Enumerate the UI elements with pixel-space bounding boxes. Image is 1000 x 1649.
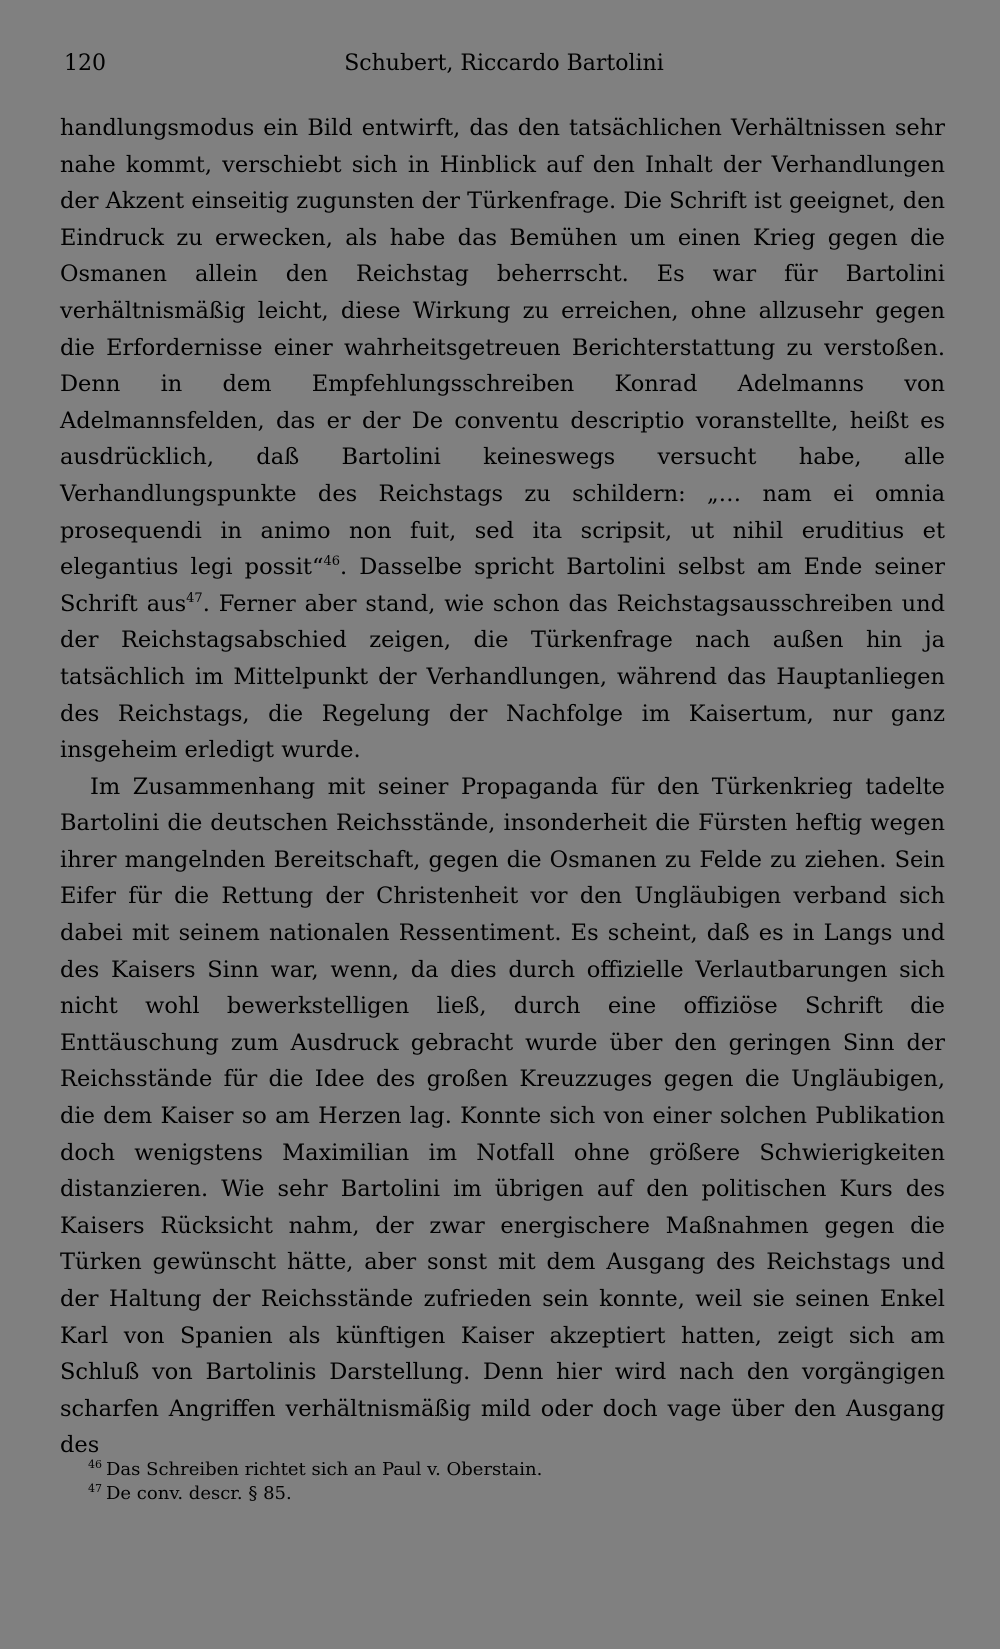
paragraph-1-text-b: . Dasselbe spricht Bartolini selbst am Ende seiner Schrift aus <box>60 554 945 617</box>
footnote-47 <box>88 1482 938 1506</box>
running-title: Schubert, Riccardo Bartolini <box>344 51 664 76</box>
page-header <box>64 44 944 84</box>
footnote-ref-47: 47 <box>186 590 203 606</box>
paragraph-2: Im Zusammenhang mit seiner Propaganda für den Türkenkrieg tadelte Bartolini die deutschen Reichsstände, insonderheit die Fürsten heftig wegen ihrer mangelnden Bereitschaft, gegen die Osmanen zu Felde zu ziehen. Sein Eifer für die Rettung der Christenheit vor den Ungläubigen verband sich dabei mit seinem nationalen Ressentiment. Es scheint, daß es in Langs und des Kaisers Sinn war, wenn, da dies durch offizielle Verlautbarungen sich nicht wohl bewerkstelligen ließ, durch eine offiziöse Schrift die Enttäuschung zum Ausdruck gebracht wurde über den geringen Sinn der Reichsstände für die Idee des großen Kreuzzuges gegen die Ungläubigen, die dem Kaiser so am Herzen lag. Konnte sich von einer solchen Publikation doch wenigstens Maximilian im Notfall ohne größere Schwierigkeiten distanzieren. Wie sehr Bartolini im übrigen auf den politischen Kurs des Kaisers Rücksicht nahm, der zwar energischere Maßnahmen gegen die Türken gewünscht hätte, aber sonst mit dem Ausgang des Reichstags und der Haltung der Reichsstände zufrieden sein konnte, weil sie seinen Enkel Karl von Spanien als künftigen Kaiser akzeptiert hatten, zeigt sich am Schluß von Bartolinis Darstellung. Denn hier wird nach den vorgängigen scharfen Angriffen verhältnismäßig mild oder doch vage über den Ausgang des <box>60 773 945 1459</box>
page-number: 120 <box>64 51 106 76</box>
footnote-ref-46: 46 <box>323 554 341 570</box>
paragraph-1-text-a: handlungsmodus ein Bild entwirft, das den tatsächlichen Verhältnissen sehr nahe kommt, verschiebt sich in Hinblick auf den Inhalt der Verhandlungen der Akzent einseitig zugunsten der Türkenfrage. Die Schrift ist geeignet, den Eindruck zu erwecken, als habe das Bemühen um einen Krieg gegen die Osmanen allein den Reichstag beherrscht. Es war für Bartolini verhältnismäßig leicht, diese Wirkung zu erreichen, ohne allzusehr gegen die Erfordernisse einer wahrheitsgetreuen Berichterstattung zu verstoßen. Denn in dem Empfehlungsschreiben Konrad Adelmanns von Adelmannsfelden, das er der De conventu descriptio voranstellte, heißt es ausdrücklich, daß Bartolini keineswegs versucht habe, alle Verhandlungspunkte des Reichstags zu schildern: „… nam ei omnia prosequendi in animo non fuit, sed ita scripsit, ut nihil eruditius et elegantius legi possit“ <box>60 115 945 581</box>
body-text <box>60 110 945 1464</box>
paragraph-1-text-c: . Ferner aber stand, wie schon das Reichstagsausschreiben und der Reichstagsabschied zeigen, die Türkenfrage nach außen hin ja tatsächlich im Mittelpunkt der Verhandlungen, während das Hauptanliegen des Reichstags, die Regelung der Nachfolge im Kaisertum, nur ganz insgeheim erledigt wurde. <box>60 590 945 764</box>
footnote-46 <box>88 1458 938 1482</box>
footnote-number: 47 <box>88 1482 102 1495</box>
footnote-text: De conv. descr. § 85. <box>106 1483 292 1504</box>
footnote-text: Das Schreiben richtet sich an Paul v. Oberstain. <box>106 1459 543 1480</box>
footnote-number: 46 <box>88 1458 102 1471</box>
footnotes <box>88 1458 938 1506</box>
paragraph-1 <box>60 110 945 769</box>
